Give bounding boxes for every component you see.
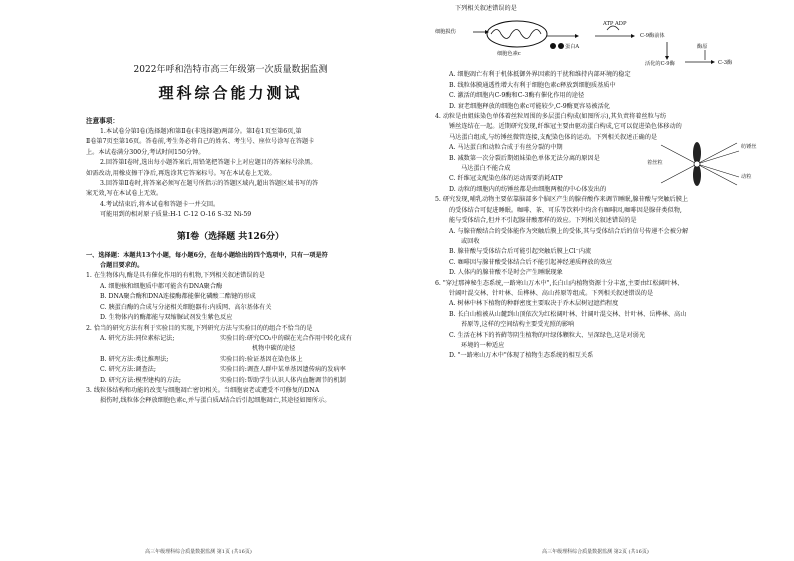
mitochondrion-shape xyxy=(487,21,547,47)
purpose: 实验目的:帮助学生认识人体内血糖调节的机制 xyxy=(220,376,346,384)
question-stem: 锤丝连结在一起。近期研究发现,纤维冠主要由驱动蛋白构成,它可以促进染色体移动的 xyxy=(449,123,682,131)
question-3-intro xyxy=(86,386,375,407)
option-a-cont: 或回收 xyxy=(461,237,480,245)
notice-line: 案无效,写在本试卷上无效。 xyxy=(86,190,163,198)
q4-options-with-figure xyxy=(435,143,764,195)
option-b-cont: 马达蛋白不能合成 xyxy=(461,165,511,173)
notice-line: 2.回答第Ⅰ卷时,选出每小题答案后,用铅笔把答题卡上对应题目的答案标号涂黑。 xyxy=(100,159,317,167)
arrow-head xyxy=(575,34,579,38)
label-active-c9: 活化的C-9酶 xyxy=(645,61,675,68)
cristae xyxy=(491,30,541,39)
question-stem: 3. 线粒体结构和功能的改变与细胞凋亡密切相关。当细胞衰老或遭受不可修复的DNA xyxy=(86,386,320,394)
question-stem: 4. 动粒是由姐妹染色单体着丝粒周围的多层蛋白构成(如图所示),其负责将着丝粒与纺 xyxy=(435,113,667,121)
question-stem: 1. 在生物体内,酶是具有催化作用的有机物,下列相关叙述错误的是 xyxy=(86,272,265,280)
notice-line: 3.回答第Ⅱ卷时,将答案必须写在题号所指示的答题区域内,超出答题区域书写的答 xyxy=(100,180,319,188)
option-a: A. 细胞凋亡有利于机体抵御外界因素的干扰和维持内部环境的稳定 xyxy=(449,71,631,79)
option-c: C. 咖啡因与腺苷酸受体结合后不能引起神经递质释放的效应 xyxy=(449,258,613,266)
option-b: B. DNA聚合酶和DNA连接酶都能催化磷酸二酯键的形成 xyxy=(100,293,256,301)
option-a: A. 树林中林下植物的种群密度主要取决于乔木层树冠遮挡程度 xyxy=(449,300,619,308)
purpose: 机物中碳的途径 xyxy=(252,345,296,353)
method: B. 研究方法:类比推理法; xyxy=(100,355,169,363)
spindle-figure xyxy=(647,139,765,189)
label-c9: C-9酶前体 xyxy=(640,33,665,40)
option-row xyxy=(86,355,375,365)
label-signal: 细胞损伤 xyxy=(435,29,456,36)
option-a: A. 马达蛋白和动粒合成于有丝分裂的中期 xyxy=(449,144,563,152)
option-b: B. 减数第一次分裂后期姐妹染色单体无法分离的原因是 xyxy=(449,154,600,162)
purpose: 实验目的:验证基因在染色体上 xyxy=(220,355,303,363)
centromere-dot xyxy=(694,161,700,167)
option-row xyxy=(86,365,375,375)
method: D. 研究方法:模型建构的方法; xyxy=(100,376,181,384)
protein-dot xyxy=(558,43,564,49)
option-d: D. 人体内的腺苷酸不是时会产生睡眠现象 xyxy=(449,269,563,277)
question-stem: 2. 恰当的研究方法有利于实验目的实现,下列研究方法与实验目的的组合不恰当的是 xyxy=(86,324,313,332)
purpose: 实验目的:调查人群中某单基因遗传病的发病率 xyxy=(220,366,346,374)
notice-line: 如需改动,用橡皮擦干净后,再选涂其它答案标号。写在本试卷上无效。 xyxy=(86,169,276,177)
notice-line: 可能用到的相对原子质量:H-1 C-12 O-16 S-32 Ni-59 xyxy=(100,211,252,219)
label-c3-pre: 酶原 xyxy=(697,44,708,51)
question-stem: 损伤时,线粒体会释放细胞色素c,并与蛋白质A结合后引起细胞凋亡,其途径如图所示。 xyxy=(100,397,331,405)
purpose: 实验目的:研究CO₂中的碳在光合作用中转化成有 xyxy=(220,334,352,342)
cytc-dot xyxy=(550,43,556,49)
notice-line: 4.考试结束后,将本试卷和答题卡一并交回。 xyxy=(100,200,220,208)
label-atp: ATP ADP xyxy=(603,21,627,28)
notice-block xyxy=(86,116,375,221)
page-2 xyxy=(397,0,794,561)
option-row xyxy=(86,376,375,386)
option-c: C. 生活在林下的苔藓等阴生植物的叶绿体颗粒大、呈深绿色,这是对弱光 xyxy=(449,331,646,339)
arrow-head xyxy=(711,60,715,64)
label-c3: C-3酶 xyxy=(718,60,733,67)
option-row xyxy=(86,334,375,344)
label-cytc: 细胞色素c xyxy=(497,51,521,58)
method: C. 研究方法:调查法; xyxy=(100,366,156,374)
question-6 xyxy=(435,279,764,362)
question-stem: 6. "穿过那神秘生态系统,一路寒山万木中",长白山内植物资源十分丰富,主要由红松阔叶林、 xyxy=(435,279,684,287)
question-5 xyxy=(435,195,764,278)
notice-title: 注意事项： xyxy=(86,117,119,125)
label-protein-a: 蛋白A xyxy=(565,44,580,51)
option-b: B. 线粒体膜通透性增大有利于细胞色素c释放到细胞质基质中 xyxy=(449,81,616,89)
option-d: D. 生物体内的酶都能与双缩脲试剂发生紫色反应 xyxy=(100,314,233,322)
question-stem: 马达蛋白组成,与纺锤丝微管连接,支配染色体的运动。下列相关叙述正确的是 xyxy=(449,133,658,141)
exam-title: 2022年呼和浩特市高三年级第一次质量数据监测 xyxy=(133,65,328,75)
apoptosis-pathway-figure xyxy=(435,16,765,68)
option-b: B. 长白山植被从山麓到山顶依次为红松阔叶林、针阔叶混交林、针叶林、岳桦林、高山 xyxy=(449,310,687,318)
option-b: B. 腺苷酸与受体结合后可能引起突触后膜上Cl⁻内流 xyxy=(449,248,592,256)
option-row xyxy=(86,344,375,354)
question-stem: 5. 研究发现,哺乳动物主要依靠脑部多个脑区产生的腺苷酸作来调节睡眠,腺苷酸与突触后膜上 xyxy=(435,196,689,204)
page-footer: 高三年级理科综合质量数据监测 第2页 (共16页) xyxy=(542,549,649,555)
method: A. 研究方法:同位素标记法; xyxy=(100,334,175,342)
question-stem: 针阔叶混交林、针叶林、岳桦林、高山苔原等组成。下列相关叙述错误的是 xyxy=(449,289,654,297)
option-c: C. 纤维冠支配染色体的运动需要消耗ATP xyxy=(449,175,563,183)
question-stem: 的受体结合可促进睡眠。咖啡、茶、可乐等饮料中均含有咖啡因,咖啡因是腺苷类似物, xyxy=(449,206,682,214)
option-b-cont: 苔原等,这样的空间结构主要受光照的影响 xyxy=(461,321,575,329)
subject-title: 理科综合能力测试 xyxy=(158,84,303,102)
label-centromere: 着丝粒 xyxy=(647,160,663,167)
question-stem: 能与受体结合,但并不引起腺苷酸那样的效应。下列相关叙述错误的是 xyxy=(449,217,637,225)
label-kinetochore: 动粒 xyxy=(741,174,752,181)
apoptosis-diagram xyxy=(435,16,764,68)
option-d: D. 衰老细胞释放的细胞色素c可能较少,C-9酶更容易被活化 xyxy=(449,102,610,110)
question-2 xyxy=(86,324,375,386)
section-title: 第Ⅰ卷（选择题 共126分） xyxy=(176,231,285,242)
notice-line: 上。本试卷满分300分,考试时间150分钟。 xyxy=(86,148,205,156)
question-1 xyxy=(86,271,375,323)
section-intro: 合题目要求的。 xyxy=(100,262,144,270)
page-footer: 高三年级理科综合质量数据监测 第1页 (共16页) xyxy=(145,549,252,555)
notice-line: 1.本试卷分第Ⅰ卷(选择题)和第Ⅱ卷(非选择题)两部分。第Ⅰ卷1页至第6页,第 xyxy=(100,128,302,135)
option-c-cont: 环境的一种适应 xyxy=(461,341,505,349)
option-a: A. 细胞核和细胞质中都可能含有DNA聚合酶 xyxy=(100,282,223,290)
method xyxy=(100,344,220,354)
notice-line: Ⅱ卷第7页至第16页。答卷前,考生务必将自己的姓名、考生号、座位号涂写在答题卡 xyxy=(86,138,315,146)
question-4 xyxy=(435,112,764,195)
option-c: C. 胰蛋白酶的合成与分泌相关细胞器有:内质网、高尔基体有关 xyxy=(100,303,272,311)
arrow-head xyxy=(631,34,635,38)
option-a: A. 与腺苷酸结合的受体能作为突触后膜上的受体,其与受体结合后的信号传递不会被分解 xyxy=(449,227,689,235)
option-d: D. "一路寒山万木中"体现了植物生态系统的相互关系 xyxy=(449,352,594,360)
section-intro: 一、选择题：本题共13个小题，每小题6分，在每小题给出的四个选项中，只有一项是符 xyxy=(86,251,328,259)
question-stem: 下列相关叙述错误的是 xyxy=(455,5,517,12)
option-d: D. 动粒的细胞内的纺锤丝都是由细胞两极的中心体发出的 xyxy=(449,185,607,193)
option-c: C. 激活的细胞内C-9酶和C-3酶有催化作用的途径 xyxy=(449,92,585,100)
label-spindle-fiber: 纺锤丝 xyxy=(741,144,757,151)
